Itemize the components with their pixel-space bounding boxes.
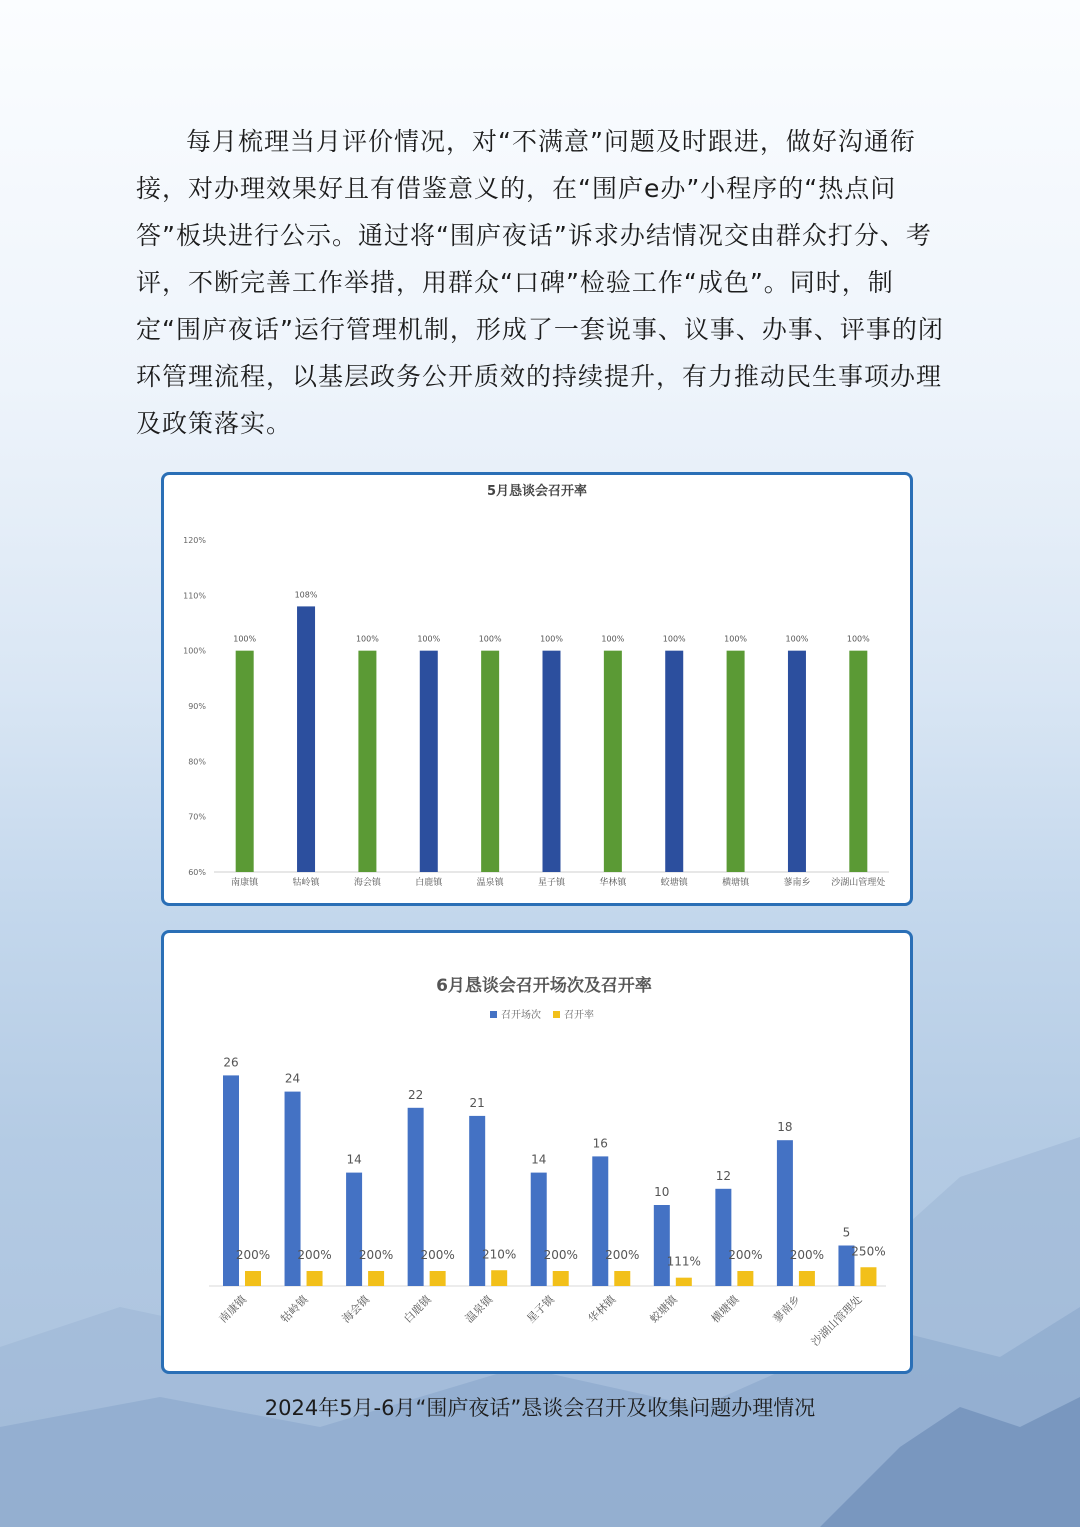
bar: [604, 651, 622, 872]
rate-bar: [307, 1271, 323, 1286]
x-tick-label: 海会镇: [353, 878, 381, 888]
count-label: 21: [469, 1095, 485, 1110]
bar: [297, 606, 315, 872]
x-tick-label: 蛟塘镇: [647, 1292, 680, 1326]
x-tick-label: 牯岭镇: [292, 878, 320, 888]
y-tick-label: 120%: [183, 536, 206, 545]
count-bar: [346, 1173, 362, 1286]
article-paragraph: 每月梳理当月评价情况，对“不满意”问题及时跟进，做好沟通衔接，对办理效果好且有借鉴意义的，在“围庐e办”小程序的“热点问答”板块进行公示。通过将“围庐夜话”诉求办结情况交由群众打分、考评，不断完善工作举措，用群众“口碑”检验工作“成色”。同时，制定“围庐夜话”运行管理机制，形成了一套说事、议事、办事、评事的闭环管理流程，以基层政务公开质效的持续提升，有力推动民生事项办理及政策落实。: [136, 127, 944, 438]
rate-bar: [799, 1271, 815, 1286]
data-label: 100%: [417, 634, 441, 644]
rate-label: 111%: [666, 1254, 701, 1269]
count-label: 16: [592, 1136, 608, 1151]
legend-label: 召开场次: [501, 1010, 541, 1021]
rate-bar: [430, 1271, 446, 1286]
bar: [543, 651, 561, 872]
count-bar: [777, 1140, 793, 1286]
rate-bar: [614, 1271, 630, 1286]
x-tick-label: 牯岭镇: [278, 1292, 311, 1326]
x-tick-label: 星子镇: [537, 878, 566, 888]
bar: [481, 651, 499, 872]
bar: [236, 651, 254, 872]
legend-swatch: [490, 1011, 497, 1018]
rate-bar: [245, 1271, 261, 1286]
data-label: 100%: [785, 634, 809, 644]
count-label: 26: [223, 1055, 239, 1070]
rate-label: 200%: [543, 1248, 578, 1262]
rate-label: 200%: [235, 1248, 271, 1262]
data-label: 100%: [233, 634, 257, 644]
count-label: 18: [777, 1120, 793, 1135]
y-tick-label: 100%: [183, 646, 206, 656]
rate-bar: [368, 1271, 384, 1286]
x-tick-label: 沙湖山管理处: [808, 1292, 865, 1349]
june-chart: [164, 933, 910, 1371]
data-label: 100%: [355, 634, 379, 644]
count-bar: [531, 1173, 547, 1286]
data-label: 100%: [601, 634, 625, 644]
rate-label: 200%: [728, 1248, 763, 1262]
x-tick-label: 蓼南乡: [783, 878, 811, 888]
bar: [849, 651, 867, 872]
x-tick-label: 华林镇: [599, 878, 627, 888]
x-tick-label: 沙湖山管理处: [831, 878, 886, 888]
data-label: 100%: [846, 634, 870, 644]
chart-title: 6月恳谈会召开场次及召开率: [436, 976, 652, 996]
bar: [665, 651, 683, 872]
x-tick-label: 华林镇: [585, 1292, 619, 1326]
count-label: 14: [531, 1152, 547, 1167]
x-tick-label: 蓼南乡: [770, 1292, 804, 1326]
count-label: 14: [346, 1152, 362, 1167]
y-tick-label: 60%: [188, 868, 206, 877]
data-label: 100%: [724, 634, 748, 644]
x-tick-label: 蛟塘镇: [660, 878, 688, 888]
count-bar: [715, 1189, 731, 1286]
rate-bar: [860, 1267, 876, 1286]
figure-caption: 2024年5月-6月“围庐夜话”恳谈会召开及收集问题办理情况: [264, 1396, 816, 1420]
x-tick-label: 南康镇: [216, 1292, 250, 1326]
x-tick-label: 白鹿镇: [415, 878, 443, 888]
rate-label: 200%: [420, 1248, 455, 1262]
rate-label: 250%: [851, 1244, 886, 1259]
rate-bar: [491, 1270, 507, 1286]
bar: [420, 651, 438, 872]
count-label: 22: [407, 1087, 424, 1102]
rate-label: 200%: [297, 1248, 332, 1262]
x-tick-label: 温泉镇: [462, 1292, 496, 1326]
x-tick-label: 南康镇: [231, 878, 259, 888]
legend-swatch: [553, 1011, 560, 1018]
y-tick-label: 70%: [188, 812, 206, 822]
x-tick-label: 温泉镇: [476, 878, 504, 888]
rate-label: 200%: [358, 1248, 394, 1262]
rate-bar: [737, 1271, 753, 1286]
count-bar: [592, 1156, 608, 1286]
count-label: 12: [715, 1168, 732, 1183]
bar: [358, 651, 376, 872]
count-label: 24: [284, 1071, 301, 1086]
may-chart-card: [161, 472, 913, 906]
x-tick-label: 海会镇: [339, 1292, 373, 1326]
data-label: 100%: [662, 634, 686, 644]
x-tick-label: 星子镇: [524, 1292, 557, 1326]
count-label: 5: [842, 1225, 851, 1240]
may-chart: [164, 475, 910, 903]
rate-label: 200%: [789, 1248, 825, 1262]
data-label: 100%: [478, 634, 502, 644]
rate-bar: [553, 1271, 569, 1286]
x-tick-label: 横塘镇: [722, 878, 750, 888]
chart-title: 5月恳谈会召开率: [486, 484, 588, 499]
count-bar: [654, 1205, 670, 1286]
legend-label: 召开率: [564, 1010, 594, 1021]
bar: [788, 651, 806, 872]
x-tick-label: 白鹿镇: [401, 1292, 434, 1326]
y-tick-label: 90%: [188, 702, 206, 711]
rate-label: 210%: [482, 1247, 517, 1262]
y-tick-label: 110%: [183, 591, 206, 601]
x-tick-label: 横塘镇: [708, 1292, 742, 1326]
june-chart-card: [161, 930, 913, 1374]
rate-bar: [676, 1278, 692, 1286]
data-label: 100%: [540, 634, 563, 644]
article-body: [136, 118, 946, 447]
rate-label: 200%: [605, 1248, 640, 1262]
y-tick-label: 80%: [188, 757, 206, 767]
data-label: 108%: [294, 590, 318, 600]
bar: [727, 651, 745, 872]
count-label: 10: [654, 1185, 670, 1199]
